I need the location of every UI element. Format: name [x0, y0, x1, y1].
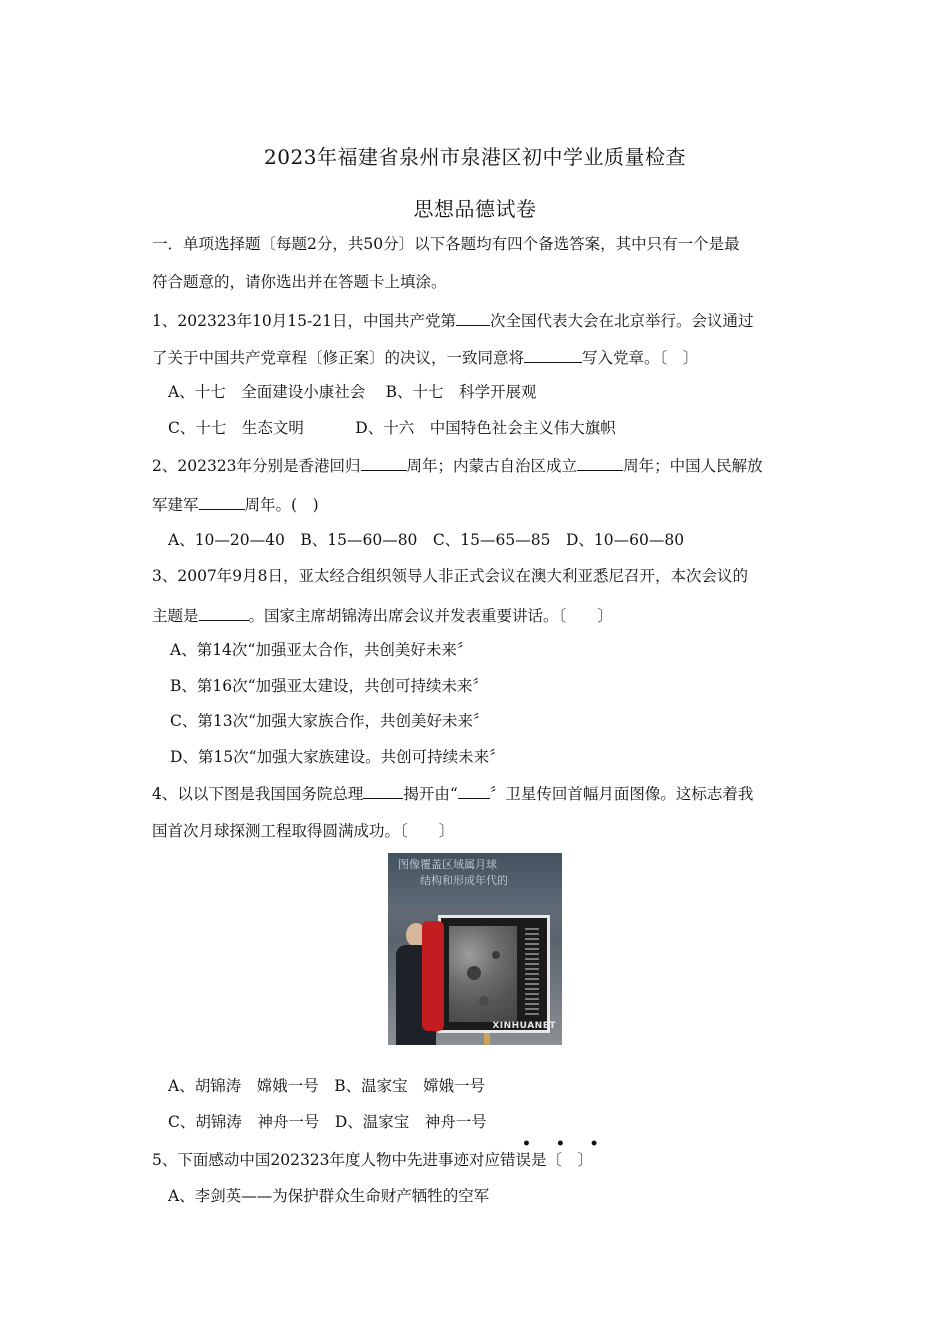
q2-text-a: 2、202323年分别是香港回归 [152, 457, 361, 475]
q2-stem-line1 [152, 454, 763, 476]
emphasis-dots: • • • [522, 1136, 609, 1152]
q4-options-line1: A、胡锦涛 嫦娥一号 B、温家宝 嫦娥一号 [168, 1077, 486, 1095]
q3-text-b: 主题是 [152, 607, 199, 625]
q3-text-c: 。国家主席胡锦涛出席会议并发表重要讲话。〔 〕 [248, 607, 613, 625]
q4-text-a: 4、以以下图是我国国务院总理 [152, 785, 364, 803]
q1-blank-1 [456, 309, 490, 326]
red-cloth [422, 921, 444, 1031]
q3-stem-line2 [152, 604, 613, 626]
q4-stem-line1 [152, 782, 753, 804]
q1-stem-line2 [152, 346, 698, 368]
q2-options: A、10—20—40 B、15—60—80 C、15—65—85 D、10—60—80 [168, 531, 685, 549]
q4-options-line2: C、胡锦涛 神舟一号 D、温家宝 神舟一号 [168, 1113, 487, 1131]
q4-blank-1 [363, 782, 403, 799]
q2-stem-line2 [152, 493, 319, 515]
q1-text-c: 了关于中国共产党章程〔修正案〕的决议，一致同意将 [152, 349, 525, 367]
section-instruction-line1: 一．单项选择题〔每题2分，共50分〕以下各题均有四个备选答案，其中只有一个是最 [152, 235, 740, 253]
q5-option-a: A、李剑英——为保护群众生命财产牺牲的空军 [168, 1187, 490, 1205]
q3-option-d: D、第15次“加强大家族建设。共创可持续未来〞 [170, 748, 505, 766]
q2-text-b: 周年；内蒙古自治区成立 [406, 457, 578, 475]
q2-text-d: 军建军 [152, 496, 199, 514]
q2-blank-1 [361, 454, 407, 471]
q1-options-line2: C、十七 生态文明 D、十六 中国特色社会主义伟大旗帜 [168, 419, 616, 437]
q1-text-a: 1、202323年10月15-21日，中国共产党第 [152, 312, 456, 330]
photo-banner-line2: 结构和形成年代的 [420, 874, 508, 887]
q3-stem-line1: 3、2007年9月8日，亚太经合组织领导人非正式会议在澳大利亚悉尼召开，本次会议的 [152, 567, 749, 585]
photo-watermark: XINHUANET [492, 1021, 556, 1031]
q3-option-a: A、第14次“加强亚太合作，共创美好未来〞 [170, 641, 473, 659]
q4-blank-2 [458, 782, 490, 799]
q1-stem-line1 [152, 309, 753, 331]
photo-banner [388, 853, 562, 908]
easel-leg [484, 1033, 490, 1045]
exam-subtitle: 思想品德试卷 [413, 197, 537, 221]
q3-option-c: C、第13次“加强大家族合作，共创美好未来〞 [170, 712, 489, 730]
moon-surface-image [449, 926, 517, 1022]
exam-title: 2023年福建省泉州市泉港区初中学业质量检查 [264, 145, 686, 169]
q1-options-line1: A、十七 全面建设小康社会 B、十七 科学开展观 [168, 383, 537, 401]
q4-text-c: 〞卫星传回首幅月面图像。这标志着我 [489, 785, 754, 803]
q2-text-e: 周年。( ) [244, 496, 319, 514]
section-instruction-line2: 符合题意的，请你选出并在答题卡上填涂。 [152, 273, 447, 291]
q2-blank-2 [577, 454, 623, 471]
photo-banner-line1: 图像覆盖区域属月球 [398, 858, 497, 871]
q1-text-b: 次全国代表大会在北京举行。会议通过 [489, 312, 754, 330]
moon-image-unveiling-photo [388, 853, 562, 1045]
q2-blank-3 [199, 493, 245, 510]
q1-text-d: 写入党章。〔 〕 [582, 349, 699, 367]
q2-text-c: 周年；中国人民解放 [623, 457, 763, 475]
q4-stem-line2: 国首次月球探测工程取得圆满成功。〔 〕 [152, 822, 455, 840]
q3-option-b: B、第16次“加强亚太建设，共创可持续未来〞 [170, 677, 489, 695]
q4-text-b: 揭开由“ [403, 785, 458, 803]
moon-image-frame [438, 915, 550, 1033]
q1-blank-2 [524, 346, 582, 363]
q3-blank [199, 604, 249, 621]
q5-stem: 5、下面感动中国202323年度人物中先进事迹对应错误是〔 〕 [152, 1151, 594, 1169]
frame-caption-text [525, 928, 539, 1018]
